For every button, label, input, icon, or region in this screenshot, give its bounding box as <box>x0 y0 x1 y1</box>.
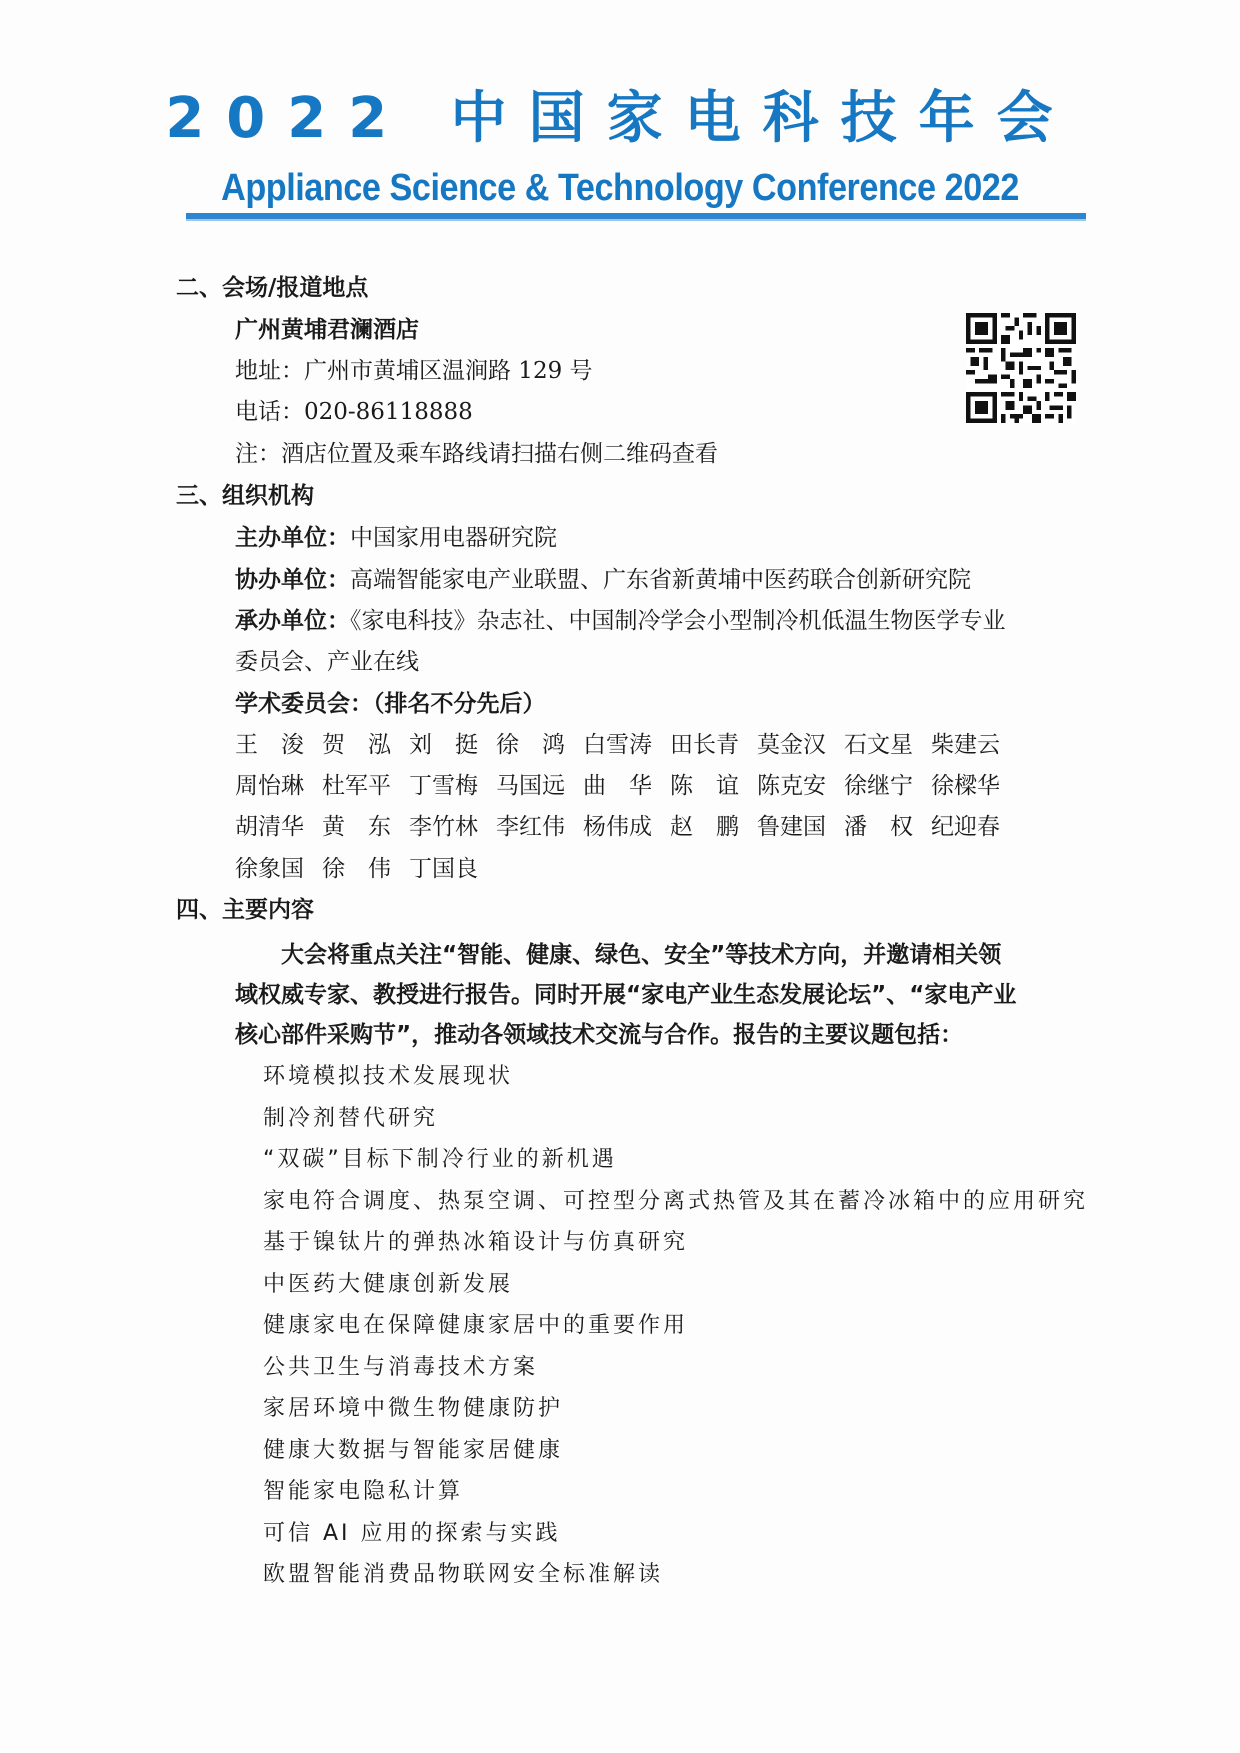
committee-member: 丁雪梅 <box>409 773 478 799</box>
paragraph-line: 核心部件采购节”，推动各领域技术交流与合作。报告的主要议题包括： <box>235 1022 964 1048</box>
venue-heading: 二、会场/报道地点 <box>176 275 369 301</box>
topic-item: 制冷剂替代研究 <box>263 1105 439 1131</box>
committee-member: 曲 华 <box>583 773 652 799</box>
topic-item: 智能家电隐私计算 <box>263 1479 464 1504</box>
committee-member: 胡清华 <box>235 814 304 840</box>
content-heading: 四、主要内容 <box>176 897 314 923</box>
organizer-row <box>235 605 1006 637</box>
committee-member: 黄 东 <box>322 814 391 840</box>
committee-member: 杨伟成 <box>583 814 652 840</box>
committee-member: 白雪涛 <box>583 732 652 758</box>
paragraph-line: 大会将重点关注“智能、健康、绿色、安全”等技术方向，并邀请相关领 <box>281 942 1002 968</box>
committee-member: 陈克安 <box>757 773 826 799</box>
committee-member: 纪迎春 <box>931 814 1000 840</box>
topic-item: “双碳”目标下制冷行业的新机遇 <box>263 1147 617 1172</box>
committee-member: 徐 鸿 <box>496 732 565 758</box>
host-row <box>235 522 557 554</box>
committee-member: 徐象国 <box>235 856 304 882</box>
committee-member: 李红伟 <box>496 814 565 840</box>
co-host-row <box>235 564 971 596</box>
host-label: 主办单位： <box>235 525 350 551</box>
committee-member: 徐继宁 <box>844 773 913 799</box>
header-divider <box>186 213 1086 221</box>
hotel-name: 广州黄埔君澜酒店 <box>235 317 419 343</box>
committee-member: 潘 权 <box>844 814 913 840</box>
topic-item: 欧盟智能消费品物联网安全标准解读 <box>263 1562 664 1587</box>
organizer-continued: 委员会、产业在线 <box>235 649 419 675</box>
qr-code-icon[interactable] <box>966 313 1076 423</box>
committee-member: 李竹林 <box>409 814 478 840</box>
topic-item: 基于镍钛片的弹热冰箱设计与仿真研究 <box>263 1230 689 1255</box>
paragraph-line: 域权威专家、教授进行报告。同时开展“家电产业生态发展论坛”、“家电产业 <box>235 982 1017 1008</box>
topic-item: 中医药大健康创新发展 <box>263 1271 514 1297</box>
committee-member: 王 浚 <box>235 732 304 758</box>
committee-member: 田长青 <box>670 732 739 758</box>
content-paragraph <box>235 935 1085 1055</box>
committee-member: 马国远 <box>496 773 565 799</box>
conference-title: 2022 中国家电科技年会 <box>165 86 1075 151</box>
co-host-value: 高端智能家电产业联盟、广东省新黄埔中医药联合创新研究院 <box>350 567 971 593</box>
organizer-value: 《家电科技》杂志社、中国制冷学会小型制冷机低温生物医学专业 <box>350 608 1006 634</box>
committee-member: 丁国良 <box>409 856 478 882</box>
topic-item: 健康家电在保障健康家居中的重要作用 <box>263 1313 689 1338</box>
committee-member: 陈 谊 <box>670 773 739 799</box>
topic-item: 可信 AI 应用的探索与实践 <box>263 1520 561 1546</box>
conference-subtitle: Appliance Science & Technology Conference 2022 <box>221 167 1019 209</box>
topic-item: 公共卫生与消毒技术方案 <box>263 1354 539 1380</box>
host-value: 中国家用电器研究院 <box>350 525 557 551</box>
hotel-note: 注：酒店位置及乘车路线请扫描右侧二维码查看 <box>235 441 718 467</box>
topic-item: 健康大数据与智能家居健康 <box>263 1437 564 1463</box>
hotel-address: 地址：广州市黄埔区温涧路 129 号 <box>235 358 593 384</box>
committee-member: 徐 伟 <box>322 856 391 882</box>
committee-member: 杜军平 <box>322 773 391 799</box>
committee-member: 石文星 <box>844 732 913 758</box>
committee-heading: 学术委员会：（排名不分先后） <box>235 691 546 717</box>
committee-member: 刘 挺 <box>409 732 478 758</box>
organization-heading: 三、组织机构 <box>176 483 314 509</box>
committee-member: 徐樑华 <box>931 773 1000 799</box>
committee-member: 赵 鹏 <box>670 814 739 840</box>
committee-member: 柴建云 <box>931 732 1000 758</box>
topic-item: 家居环境中微生物健康防护 <box>263 1396 564 1421</box>
committee-member: 鲁建国 <box>757 814 826 840</box>
topic-item: 环境模拟技术发展现状 <box>263 1064 514 1089</box>
committee-member: 贺 泓 <box>322 732 391 758</box>
committee-member: 莫金汉 <box>757 732 826 758</box>
organizer-label: 承办单位： <box>235 608 350 634</box>
committee-member: 周怡琳 <box>235 773 304 799</box>
hotel-phone: 电话：020-86118888 <box>235 399 473 425</box>
topic-item: 家电符合调度、热泵空调、可控型分离式热管及其在蓄冷冰箱中的应用研究 <box>263 1188 1089 1214</box>
co-host-label: 协办单位： <box>235 567 350 593</box>
